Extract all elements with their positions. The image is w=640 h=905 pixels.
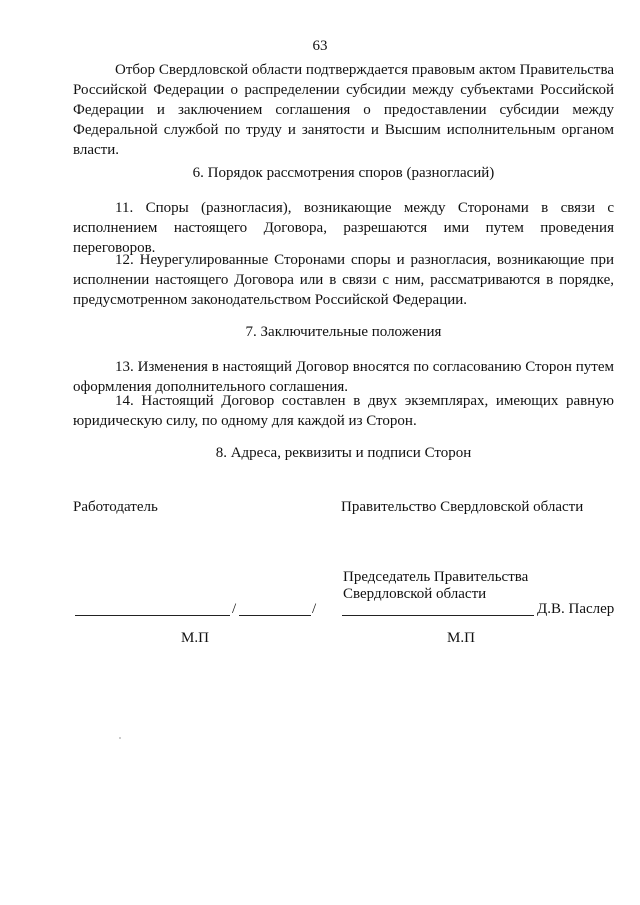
clause-12: 12. Неурегулированные Сторонами споры и разногласия, возникающие при исполнении настоящего Договора или в связи с ним, рассматриваются в порядке, предусмотренном законодательством Российской Федерации. [73,252,614,308]
employer-signature-line [75,615,230,616]
signature-slash-1: / [232,601,237,617]
employer-stamp-mark: М.П [181,630,209,646]
intro-paragraph: Отбор Свердловской области подтверждается правовым актом Правительства Российской Федерации о распределении субсидии между субъектами Российской Федерации и заключением соглашения о предоставлении субсидии между Федеральной службой по труду и занятости и Высшим исполнительным органом власти. [73,62,614,158]
government-label: Правительство Свердловской области [341,499,584,515]
page-number: 63 [312,38,328,54]
section-6-title: 6. Порядок рассмотрения споров (разногласий) [192,165,495,181]
clause-13: 13. Изменения в настоящий Договор вносятся по согласованию Сторон путем оформления дополнительного соглашения. [73,359,614,395]
chairman-position-line1: Председатель Правительства [343,569,529,585]
scan-speck [119,737,121,739]
employer-name-line [239,615,311,616]
employer-label: Работодатель [73,499,158,515]
clause-14: 14. Настоящий Договор составлен в двух экземплярах, имеющих равную юридическую силу, по одному для каждой из Сторон. [73,393,614,429]
chairman-signature-line [342,615,534,616]
signature-slash-2: / [312,601,317,617]
clause-11: 11. Споры (разногласия), возникающие между Сторонами в связи с исполнением настоящего Договора, разрешаются ими путем проведения переговоров. [73,200,614,256]
section-8-title: 8. Адреса, реквизиты и подписи Сторон [215,445,472,461]
government-stamp-mark: М.П [447,630,475,646]
chairman-name: Д.В. Паслер [537,601,615,617]
chairman-position-line2: Свердловской области [343,586,487,602]
section-7-title: 7. Заключительные положения [245,324,442,340]
